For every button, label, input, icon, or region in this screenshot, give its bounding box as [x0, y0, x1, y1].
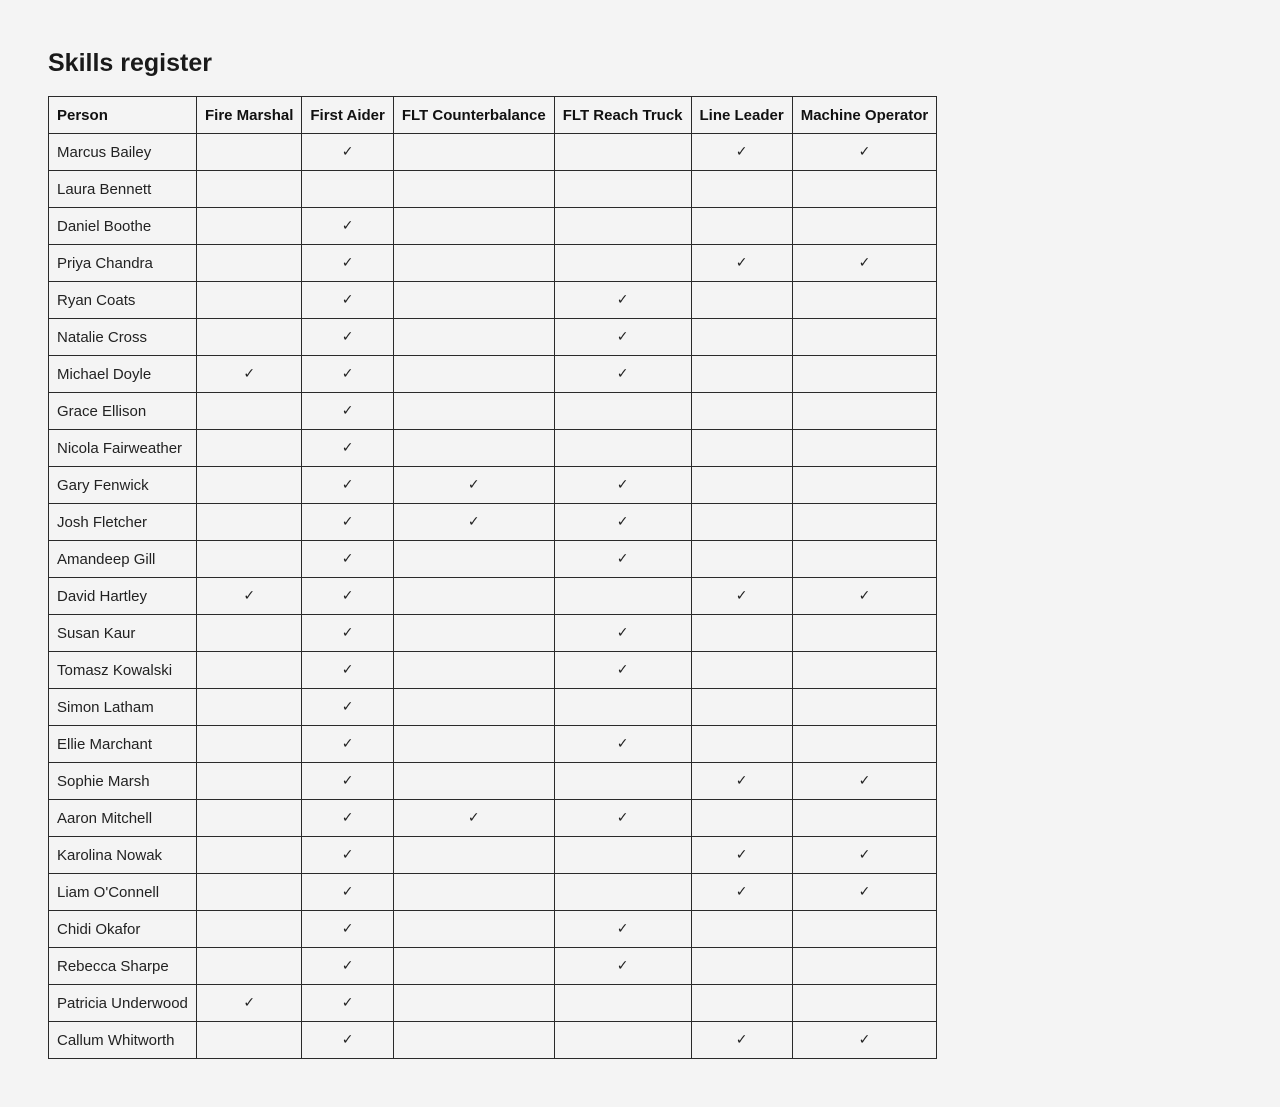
- skill-cell-first-aider: [302, 467, 393, 504]
- skill-cell-machine-operator: [792, 356, 937, 393]
- skill-cell-first-aider: [302, 578, 393, 615]
- header-row: [49, 97, 937, 134]
- skill-cell-fire-marshal: [197, 800, 302, 837]
- skill-cell-flt-counterbalance: [393, 541, 554, 578]
- skill-cell-machine-operator: [792, 689, 937, 726]
- person-name-cell: Marcus Bailey: [49, 134, 197, 171]
- table-row: [49, 319, 937, 356]
- checkmark-icon: ✓: [858, 1032, 871, 1048]
- column-header-fire-marshal: Fire Marshal: [197, 97, 302, 134]
- person-name-cell: Ellie Marchant: [49, 726, 197, 763]
- skill-cell-first-aider: [302, 911, 393, 948]
- skill-cell-first-aider: [302, 985, 393, 1022]
- skill-cell-fire-marshal: [197, 874, 302, 911]
- checkmark-icon: ✓: [858, 255, 871, 271]
- column-header-first-aider: First Aider: [302, 97, 393, 134]
- checkmark-icon: ✓: [858, 144, 871, 160]
- checkmark-icon: ✓: [341, 144, 354, 160]
- checkmark-icon: ✓: [341, 255, 354, 271]
- skill-cell-first-aider: [302, 504, 393, 541]
- skill-cell-line-leader: [691, 171, 792, 208]
- skill-cell-machine-operator: [792, 800, 937, 837]
- table-row: [49, 356, 937, 393]
- skill-cell-line-leader: [691, 245, 792, 282]
- skill-cell-flt-counterbalance: [393, 726, 554, 763]
- column-header-person: Person: [49, 97, 197, 134]
- skill-cell-flt-counterbalance: [393, 800, 554, 837]
- skill-cell-machine-operator: [792, 541, 937, 578]
- table-row: [49, 800, 937, 837]
- skill-cell-fire-marshal: [197, 356, 302, 393]
- skill-cell-first-aider: [302, 208, 393, 245]
- skill-cell-fire-marshal: [197, 541, 302, 578]
- checkmark-icon: ✓: [341, 625, 354, 641]
- skill-cell-flt-reach-truck: [554, 985, 691, 1022]
- skill-cell-machine-operator: [792, 393, 937, 430]
- skill-cell-line-leader: [691, 393, 792, 430]
- skill-cell-line-leader: [691, 985, 792, 1022]
- skill-cell-first-aider: [302, 837, 393, 874]
- skill-cell-flt-counterbalance: [393, 467, 554, 504]
- person-name-cell: Simon Latham: [49, 689, 197, 726]
- skill-cell-machine-operator: [792, 763, 937, 800]
- table-row: [49, 948, 937, 985]
- checkmark-icon: ✓: [341, 588, 354, 604]
- skill-cell-fire-marshal: [197, 208, 302, 245]
- checkmark-icon: ✓: [243, 366, 256, 382]
- table-row: [49, 985, 937, 1022]
- checkmark-icon: ✓: [616, 292, 629, 308]
- checkmark-icon: ✓: [341, 366, 354, 382]
- skill-cell-flt-counterbalance: [393, 874, 554, 911]
- person-name-cell: Laura Bennett: [49, 171, 197, 208]
- table-row: [49, 541, 937, 578]
- checkmark-icon: ✓: [341, 440, 354, 456]
- skill-cell-line-leader: [691, 874, 792, 911]
- skill-cell-fire-marshal: [197, 911, 302, 948]
- skill-cell-fire-marshal: [197, 726, 302, 763]
- checkmark-icon: ✓: [735, 1032, 748, 1048]
- skill-cell-machine-operator: [792, 319, 937, 356]
- skill-cell-flt-counterbalance: [393, 319, 554, 356]
- person-name-cell: Josh Fletcher: [49, 504, 197, 541]
- skill-cell-flt-reach-truck: [554, 1022, 691, 1059]
- skill-cell-first-aider: [302, 874, 393, 911]
- skill-cell-fire-marshal: [197, 504, 302, 541]
- skill-cell-first-aider: [302, 541, 393, 578]
- skill-cell-flt-counterbalance: [393, 171, 554, 208]
- skill-cell-fire-marshal: [197, 467, 302, 504]
- checkmark-icon: ✓: [341, 699, 354, 715]
- table-row: [49, 874, 937, 911]
- skill-cell-line-leader: [691, 319, 792, 356]
- checkmark-icon: ✓: [341, 995, 354, 1011]
- skill-cell-first-aider: [302, 393, 393, 430]
- table-row: [49, 763, 937, 800]
- checkmark-icon: ✓: [735, 144, 748, 160]
- skill-cell-flt-reach-truck: [554, 208, 691, 245]
- skill-cell-first-aider: [302, 800, 393, 837]
- skill-cell-line-leader: [691, 467, 792, 504]
- person-name-cell: Gary Fenwick: [49, 467, 197, 504]
- person-name-cell: Nicola Fairweather: [49, 430, 197, 467]
- skill-cell-flt-reach-truck: [554, 430, 691, 467]
- skill-cell-machine-operator: [792, 208, 937, 245]
- table-row: [49, 134, 937, 171]
- skill-cell-flt-reach-truck: [554, 504, 691, 541]
- skill-cell-flt-counterbalance: [393, 837, 554, 874]
- person-name-cell: Chidi Okafor: [49, 911, 197, 948]
- skill-cell-flt-counterbalance: [393, 208, 554, 245]
- skill-cell-flt-reach-truck: [554, 948, 691, 985]
- skill-cell-fire-marshal: [197, 134, 302, 171]
- skill-cell-first-aider: [302, 319, 393, 356]
- checkmark-icon: ✓: [616, 477, 629, 493]
- skill-cell-flt-counterbalance: [393, 356, 554, 393]
- checkmark-icon: ✓: [341, 1032, 354, 1048]
- column-header-line-leader: Line Leader: [691, 97, 792, 134]
- person-name-cell: Amandeep Gill: [49, 541, 197, 578]
- skill-cell-fire-marshal: [197, 171, 302, 208]
- checkmark-icon: ✓: [341, 292, 354, 308]
- checkmark-icon: ✓: [616, 551, 629, 567]
- table-row: [49, 615, 937, 652]
- checkmark-icon: ✓: [616, 810, 629, 826]
- skill-cell-fire-marshal: [197, 689, 302, 726]
- column-header-machine-operator: Machine Operator: [792, 97, 937, 134]
- checkmark-icon: ✓: [858, 773, 871, 789]
- person-name-cell: Patricia Underwood: [49, 985, 197, 1022]
- skill-cell-first-aider: [302, 134, 393, 171]
- skill-cell-flt-counterbalance: [393, 652, 554, 689]
- checkmark-icon: ✓: [616, 625, 629, 641]
- checkmark-icon: ✓: [616, 662, 629, 678]
- person-name-cell: Daniel Boothe: [49, 208, 197, 245]
- checkmark-icon: ✓: [341, 551, 354, 567]
- table-row: [49, 467, 937, 504]
- skill-cell-line-leader: [691, 578, 792, 615]
- skill-cell-fire-marshal: [197, 652, 302, 689]
- skill-cell-flt-reach-truck: [554, 652, 691, 689]
- table-body: [49, 134, 937, 1059]
- person-name-cell: Priya Chandra: [49, 245, 197, 282]
- skill-cell-fire-marshal: [197, 1022, 302, 1059]
- skill-cell-fire-marshal: [197, 948, 302, 985]
- skill-cell-line-leader: [691, 689, 792, 726]
- skill-cell-flt-counterbalance: [393, 578, 554, 615]
- skill-cell-line-leader: [691, 282, 792, 319]
- checkmark-icon: ✓: [341, 958, 354, 974]
- checkmark-icon: ✓: [858, 588, 871, 604]
- checkmark-icon: ✓: [341, 514, 354, 530]
- person-name-cell: Susan Kaur: [49, 615, 197, 652]
- table-row: [49, 578, 937, 615]
- checkmark-icon: ✓: [467, 514, 480, 530]
- page-title: Skills register: [48, 49, 212, 77]
- checkmark-icon: ✓: [243, 588, 256, 604]
- skill-cell-machine-operator: [792, 948, 937, 985]
- checkmark-icon: ✓: [616, 921, 629, 937]
- skill-cell-machine-operator: [792, 134, 937, 171]
- skill-cell-line-leader: [691, 430, 792, 467]
- skill-cell-flt-counterbalance: [393, 948, 554, 985]
- skill-cell-line-leader: [691, 911, 792, 948]
- table-row: [49, 504, 937, 541]
- person-name-cell: Michael Doyle: [49, 356, 197, 393]
- skill-cell-machine-operator: [792, 171, 937, 208]
- skill-cell-flt-reach-truck: [554, 467, 691, 504]
- skill-cell-flt-reach-truck: [554, 800, 691, 837]
- skill-cell-first-aider: [302, 726, 393, 763]
- checkmark-icon: ✓: [341, 403, 354, 419]
- skill-cell-first-aider: [302, 282, 393, 319]
- table-row: [49, 430, 937, 467]
- skill-cell-fire-marshal: [197, 615, 302, 652]
- skill-cell-machine-operator: [792, 245, 937, 282]
- skill-cell-line-leader: [691, 837, 792, 874]
- skill-cell-flt-counterbalance: [393, 393, 554, 430]
- checkmark-icon: ✓: [735, 255, 748, 271]
- skill-cell-fire-marshal: [197, 282, 302, 319]
- table-row: [49, 652, 937, 689]
- person-name-cell: Liam O'Connell: [49, 874, 197, 911]
- skill-cell-flt-counterbalance: [393, 615, 554, 652]
- skill-cell-first-aider: [302, 245, 393, 282]
- checkmark-icon: ✓: [858, 847, 871, 863]
- skill-cell-flt-counterbalance: [393, 504, 554, 541]
- skill-cell-line-leader: [691, 504, 792, 541]
- skill-cell-flt-reach-truck: [554, 171, 691, 208]
- skill-cell-first-aider: [302, 615, 393, 652]
- skill-cell-fire-marshal: [197, 393, 302, 430]
- checkmark-icon: ✓: [616, 958, 629, 974]
- table-row: [49, 245, 937, 282]
- skill-cell-flt-counterbalance: [393, 430, 554, 467]
- skill-cell-flt-reach-truck: [554, 726, 691, 763]
- table-row: [49, 726, 937, 763]
- skill-cell-line-leader: [691, 948, 792, 985]
- checkmark-icon: ✓: [243, 995, 256, 1011]
- person-name-cell: Sophie Marsh: [49, 763, 197, 800]
- skill-cell-machine-operator: [792, 911, 937, 948]
- checkmark-icon: ✓: [341, 477, 354, 493]
- skill-cell-flt-counterbalance: [393, 134, 554, 171]
- skill-cell-flt-counterbalance: [393, 763, 554, 800]
- checkmark-icon: ✓: [341, 810, 354, 826]
- skill-cell-flt-reach-truck: [554, 689, 691, 726]
- table-row: [49, 282, 937, 319]
- table-row: [49, 208, 937, 245]
- skill-cell-line-leader: [691, 541, 792, 578]
- table-row: [49, 911, 937, 948]
- skill-cell-flt-counterbalance: [393, 911, 554, 948]
- skill-cell-fire-marshal: [197, 245, 302, 282]
- skill-cell-line-leader: [691, 356, 792, 393]
- skill-cell-flt-reach-truck: [554, 134, 691, 171]
- checkmark-icon: ✓: [467, 477, 480, 493]
- checkmark-icon: ✓: [341, 773, 354, 789]
- skill-cell-first-aider: [302, 171, 393, 208]
- skill-cell-flt-reach-truck: [554, 356, 691, 393]
- skill-cell-line-leader: [691, 615, 792, 652]
- skill-cell-line-leader: [691, 652, 792, 689]
- skill-cell-fire-marshal: [197, 319, 302, 356]
- checkmark-icon: ✓: [858, 884, 871, 900]
- skill-cell-first-aider: [302, 948, 393, 985]
- checkmark-icon: ✓: [341, 329, 354, 345]
- skill-cell-first-aider: [302, 763, 393, 800]
- skill-cell-line-leader: [691, 726, 792, 763]
- skill-cell-machine-operator: [792, 874, 937, 911]
- checkmark-icon: ✓: [341, 847, 354, 863]
- person-name-cell: Karolina Nowak: [49, 837, 197, 874]
- skill-cell-flt-counterbalance: [393, 245, 554, 282]
- skill-cell-flt-counterbalance: [393, 985, 554, 1022]
- skill-cell-machine-operator: [792, 985, 937, 1022]
- checkmark-icon: ✓: [616, 329, 629, 345]
- skill-cell-fire-marshal: [197, 430, 302, 467]
- skill-cell-flt-reach-truck: [554, 245, 691, 282]
- table-row: [49, 171, 937, 208]
- table-row: [49, 689, 937, 726]
- checkmark-icon: ✓: [735, 588, 748, 604]
- skill-cell-machine-operator: [792, 1022, 937, 1059]
- skill-cell-line-leader: [691, 763, 792, 800]
- skill-cell-first-aider: [302, 652, 393, 689]
- skill-cell-fire-marshal: [197, 763, 302, 800]
- skill-cell-flt-counterbalance: [393, 689, 554, 726]
- skill-cell-flt-reach-truck: [554, 763, 691, 800]
- table-row: [49, 1022, 937, 1059]
- table-header: [49, 97, 937, 134]
- skill-cell-machine-operator: [792, 430, 937, 467]
- skill-cell-line-leader: [691, 208, 792, 245]
- skill-cell-flt-reach-truck: [554, 615, 691, 652]
- person-name-cell: Ryan Coats: [49, 282, 197, 319]
- skill-cell-machine-operator: [792, 504, 937, 541]
- checkmark-icon: ✓: [616, 736, 629, 752]
- skill-cell-fire-marshal: [197, 837, 302, 874]
- person-name-cell: Rebecca Sharpe: [49, 948, 197, 985]
- person-name-cell: Natalie Cross: [49, 319, 197, 356]
- skill-cell-machine-operator: [792, 837, 937, 874]
- skill-cell-first-aider: [302, 356, 393, 393]
- person-name-cell: Tomasz Kowalski: [49, 652, 197, 689]
- skill-cell-flt-counterbalance: [393, 1022, 554, 1059]
- skill-cell-machine-operator: [792, 578, 937, 615]
- checkmark-icon: ✓: [616, 514, 629, 530]
- skill-cell-machine-operator: [792, 726, 937, 763]
- checkmark-icon: ✓: [341, 662, 354, 678]
- checkmark-icon: ✓: [616, 366, 629, 382]
- skill-cell-machine-operator: [792, 652, 937, 689]
- checkmark-icon: ✓: [341, 736, 354, 752]
- checkmark-icon: ✓: [341, 884, 354, 900]
- table-row: [49, 393, 937, 430]
- skill-cell-flt-reach-truck: [554, 541, 691, 578]
- person-name-cell: Callum Whitworth: [49, 1022, 197, 1059]
- skill-cell-machine-operator: [792, 615, 937, 652]
- checkmark-icon: ✓: [735, 847, 748, 863]
- skill-cell-line-leader: [691, 1022, 792, 1059]
- skill-cell-line-leader: [691, 800, 792, 837]
- person-name-cell: David Hartley: [49, 578, 197, 615]
- skill-cell-flt-reach-truck: [554, 911, 691, 948]
- checkmark-icon: ✓: [341, 218, 354, 234]
- skill-cell-line-leader: [691, 134, 792, 171]
- skill-cell-first-aider: [302, 689, 393, 726]
- column-header-flt-counterbalance: FLT Counterbalance: [393, 97, 554, 134]
- skill-cell-flt-reach-truck: [554, 282, 691, 319]
- skill-cell-machine-operator: [792, 282, 937, 319]
- skills-table: [48, 96, 937, 1059]
- checkmark-icon: ✓: [735, 884, 748, 900]
- person-name-cell: Aaron Mitchell: [49, 800, 197, 837]
- skill-cell-flt-reach-truck: [554, 837, 691, 874]
- skill-cell-first-aider: [302, 430, 393, 467]
- skill-cell-flt-reach-truck: [554, 874, 691, 911]
- column-header-flt-reach-truck: FLT Reach Truck: [554, 97, 691, 134]
- checkmark-icon: ✓: [735, 773, 748, 789]
- skill-cell-flt-reach-truck: [554, 393, 691, 430]
- skill-cell-fire-marshal: [197, 985, 302, 1022]
- person-name-cell: Grace Ellison: [49, 393, 197, 430]
- skill-cell-flt-reach-truck: [554, 319, 691, 356]
- skill-cell-flt-reach-truck: [554, 578, 691, 615]
- skill-cell-fire-marshal: [197, 578, 302, 615]
- skill-cell-flt-counterbalance: [393, 282, 554, 319]
- table-row: [49, 837, 937, 874]
- checkmark-icon: ✓: [467, 810, 480, 826]
- skill-cell-first-aider: [302, 1022, 393, 1059]
- checkmark-icon: ✓: [341, 921, 354, 937]
- skill-cell-machine-operator: [792, 467, 937, 504]
